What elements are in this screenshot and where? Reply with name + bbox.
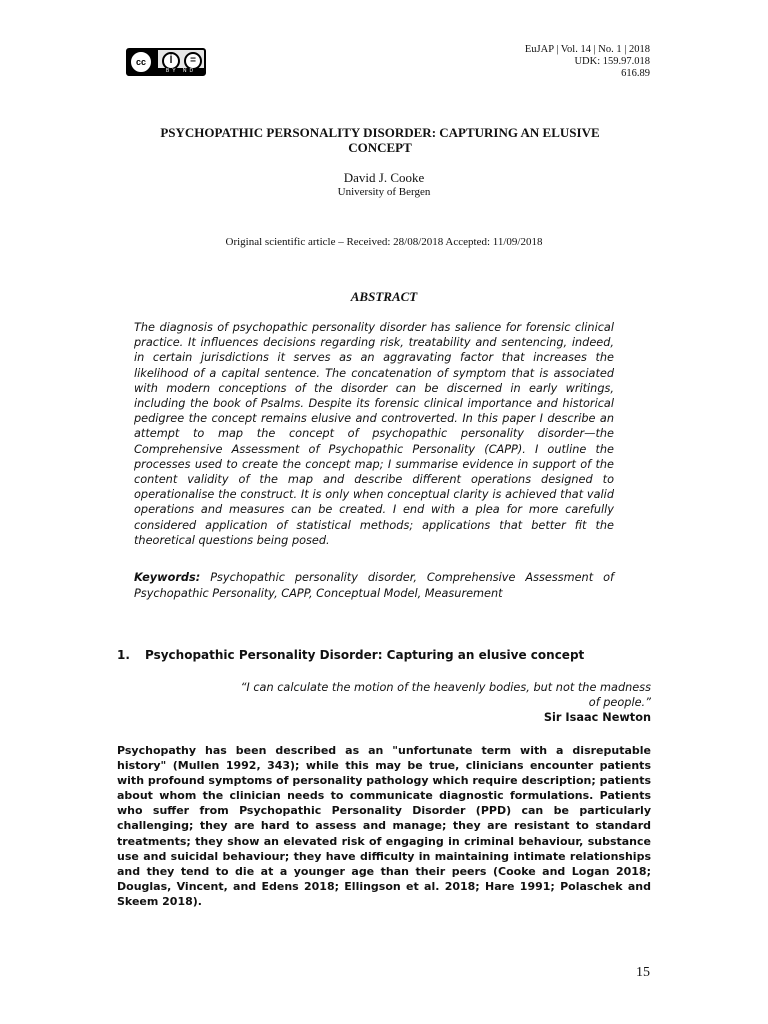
epigraph-attribution: Sir Isaac Newton: [543, 711, 651, 724]
section-title: Psychopathic Personality Disorder: Capturing an elusive concept: [145, 648, 585, 662]
page-number: 15: [636, 965, 650, 980]
nd-icon: =: [184, 52, 202, 70]
author-name: David J. Cooke: [343, 170, 425, 185]
section-number: 1.: [117, 648, 130, 662]
author-affiliation: University of Bergen: [337, 186, 431, 198]
cc-license-badge: [126, 48, 206, 76]
journal-meta: [525, 44, 650, 80]
journal-udk: UDK: 159.97.018: [574, 56, 650, 67]
keywords-text: Psychopathic personality disorder, Comprehensive Assessment of Psychopathic Personality, CAPP, Conceptual Model, Measurement: [134, 571, 614, 600]
license-strip-text: BY ND: [158, 68, 204, 74]
journal-udk-code: 616.89: [621, 68, 650, 79]
paper-title: PSYCHOPATHIC PERSONALITY DISORDER: CAPTURING AN ELUSIVE CONCEPT: [160, 125, 600, 155]
by-attribution-icon: İ: [162, 52, 180, 70]
keywords: [134, 570, 614, 602]
journal-volume: EuJAP | Vol. 14 | No. 1 | 2018: [524, 44, 650, 55]
abstract-text: The diagnosis of psychopathic personality disorder has salience for forensic clinical practice. It influences decisions regarding risk, treatability and sentencing, indeed, in certain jurisdictions it serves as an aggravating factor that increases the likelihood of a capital sentence. The concatenation of symptom that is associated with modern conceptions of the disorder can be discerned in early writings, including the book of Psalms. Despite its forensic clinical importance and historical pedigree the concept remains elusive and controverted. In this paper I describe an attempt to map the concept of psychopathic personality disorder—the Comprehensive Assessment of Psychopathic Personality (CAPP). I outline the processes used to create the concept map; I summarise evidence in support of the content validity of the map and describe different operations designed to operationalise the construct. It is only when conceptual clarity is achieved that valid operations and measures can be created. I end with a plea for more carefully considered application of statistical methods; applications that better fit the theoretical questions being posed.: [134, 321, 614, 547]
cc-icon: cc: [131, 52, 151, 72]
keywords-label: Keywords:: [134, 571, 201, 584]
body-paragraph: Psychopathy has been described as an "unfortunate term with a disreputable history" (Mullen 1992, 343); while this may be true, clinicians encounter patients with profound symptoms of personality pathology which require description; patients about whom the clinician needs to communicate diagnostic formulations. Patients who suffer from Psychopathic Personality Disorder (PPD) can be particularly challenging; they are hard to assess and manage; they are resistant to standard treatments; they show an elevated risk of engaging in criminal behaviour, substance use and suicidal behaviour; they have difficulty in maintaining intimate relationships and they tend to die at a younger age than their peers (Cooke and Logan 2018; Douglas, Vincent, and Edens 2018; Ellingson et al. 2018; Hare 1991; Polaschek and Skeem 2018).: [117, 744, 651, 908]
abstract-heading: ABSTRACT: [350, 289, 418, 304]
article-info: Original scientific article – Received: 28/08/2018 Accepted: 11/09/2018: [225, 236, 543, 248]
epigraph-quote: “I can calculate the motion of the heavenly bodies, but not the madness of people.”: [240, 681, 651, 709]
section-heading: [117, 648, 584, 662]
